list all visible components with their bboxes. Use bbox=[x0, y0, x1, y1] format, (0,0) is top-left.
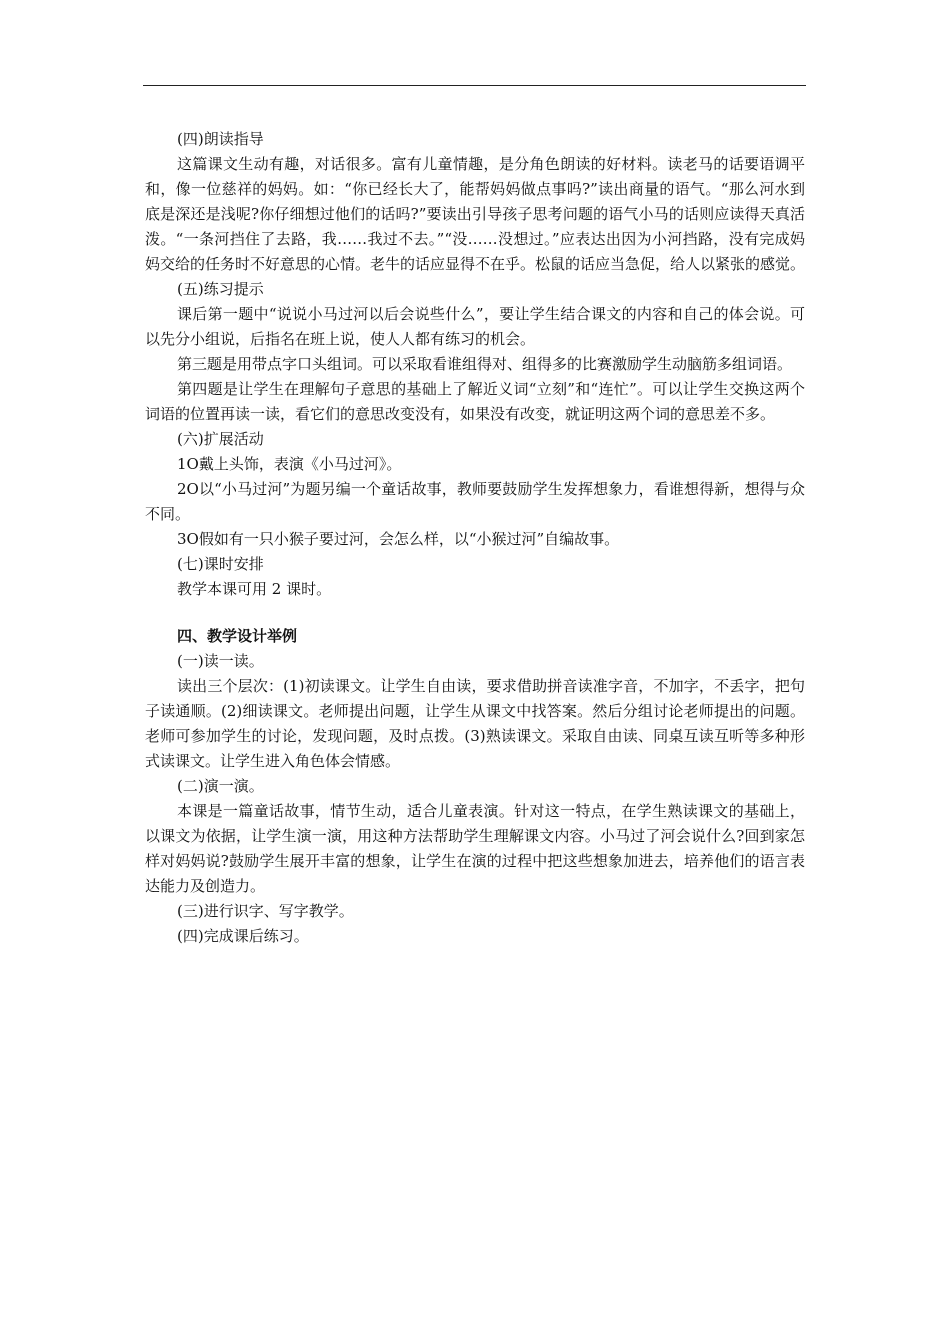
paragraph-act: 本课是一篇童话故事，情节生动，适合儿童表演。针对这一特点，在学生熟读课文的基础上，以课文为依据，让学生演一演，用这种方法帮助学生理解课文内容。小马过了河会说什么?回到家怎样对妈妈说?鼓励学生展开丰富的想象，让学生在演的过程中把这些想象加进去，培养他们的语言表达能力及创造力。 bbox=[145, 802, 805, 895]
section-heading-design-examples: 四、教学设计举例 bbox=[177, 627, 298, 645]
subheading-homework: (四)完成课后练习。 bbox=[177, 927, 309, 945]
document-body bbox=[145, 127, 805, 949]
paragraph-schedule: 教学本课可用 2 课时。 bbox=[177, 580, 332, 598]
subheading-literacy: (三)进行识字、写字教学。 bbox=[177, 902, 354, 920]
paragraph-activity-3: 3O假如有一只小猴子要过河，会怎么样，以“小猴过河”自编故事。 bbox=[177, 530, 620, 548]
paragraph-read: 读出三个层次：(1)初读课文。让学生自由读，要求借助拼音读准字音，不加字，不丢字，把句子读通顺。(2)细读课文。老师提出问题，让学生从课文中找答案。然后分组讨论老师提出的问题。老师可参加学生的讨论，发现问题，及时点拨。(3)熟读课文。采取自由读、同桌互读互听等多种形式读课文。让学生进入角色体会情感。 bbox=[145, 677, 805, 770]
subheading-act: (二)演一演。 bbox=[177, 777, 264, 795]
subheading-schedule: (七)课时安排 bbox=[177, 555, 264, 573]
paragraph-activity-1: 1O戴上头饰，表演《小马过河》。 bbox=[177, 455, 402, 473]
subheading-read: (一)读一读。 bbox=[177, 652, 264, 670]
paragraph-exercise-3: 第三题是用带点字口头组词。可以采取看谁组得对、组得多的比赛激励学生动脑筋多组词语。 bbox=[177, 355, 793, 373]
paragraph-exercise-1: 课后第一题中“说说小马过河以后会说些什么”，要让学生结合课文的内容和自己的体会说。可以先分小组说，后指名在班上说，使人人都有练习的机会。 bbox=[145, 305, 805, 348]
header-rule bbox=[143, 85, 806, 86]
subheading-exercise-tips: (五)练习提示 bbox=[177, 280, 264, 298]
subheading-reading-guide: (四)朗读指导 bbox=[177, 130, 264, 148]
paragraph-reading-guide: 这篇课文生动有趣，对话很多。富有儿童情趣，是分角色朗读的好材料。读老马的话要语调平和，像一位慈祥的妈妈。如：“你已经长大了，能帮妈妈做点事吗?”读出商量的语气。“那么河水到底是深还是浅呢?你仔细想过他们的话吗?”要读出引导孩子思考问题的语气小马的话则应读得天真活泼。“一条河挡住了去路，我……我过不去。”“没……没想过。”应表达出因为小河挡路，没有完成妈妈交给的任务时不好意思的心情。老牛的话应显得不在乎。松鼠的话应当急促，给人以紧张的感觉。 bbox=[145, 155, 806, 273]
subheading-extension-activities: (六)扩展活动 bbox=[177, 430, 264, 448]
paragraph-activity-2: 2O以“小马过河”为题另编一个童话故事，教师要鼓励学生发挥想象力，看谁想得新，想得与众不同。 bbox=[145, 480, 805, 523]
paragraph-exercise-4: 第四题是让学生在理解句子意思的基础上了解近义词“立刻”和“连忙”。可以让学生交换这两个词语的位置再读一读，看它们的意思改变没有，如果没有改变，就证明这两个词的意思差不多。 bbox=[145, 380, 805, 423]
